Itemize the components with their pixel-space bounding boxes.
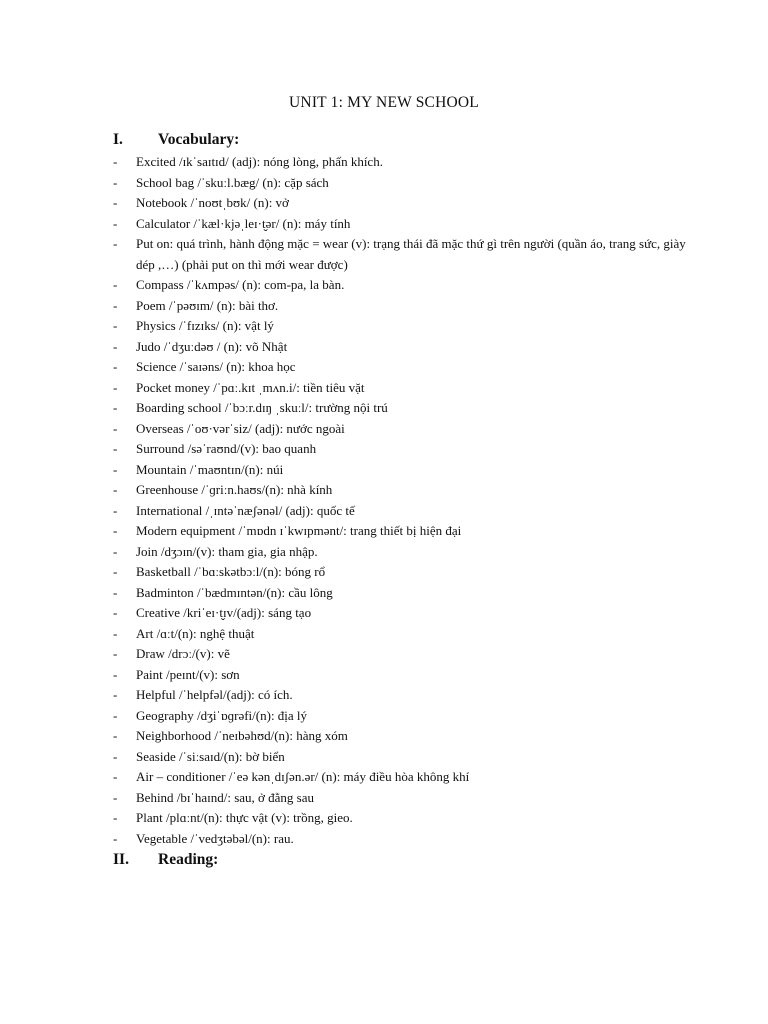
list-bullet: - [113, 277, 118, 292]
vocabulary-item [113, 767, 693, 788]
vocabulary-entry: Notebook /ˈnoʊtˌbʊk/ (n): vở [136, 195, 289, 210]
vocabulary-list [113, 152, 693, 849]
list-bullet: - [113, 666, 118, 682]
section-title: Vocabulary: [158, 131, 240, 148]
list-bullet: - [113, 297, 118, 313]
vocabulary-item [113, 603, 693, 624]
vocabulary-entry: Mountain /ˈmaʊntɪn/(n): núi [136, 461, 284, 477]
list-bullet: - [113, 543, 118, 559]
list-bullet: - [113, 707, 118, 723]
vocabulary-item [113, 706, 693, 727]
vocabulary-entry: Behind /bɪˈhaɪnd/: sau, ở đằng sau [136, 789, 315, 805]
vocabulary-entry: Pocket money /ˈpɑː.kɪt ˌmʌn.i/: tiền tiêu vặt [136, 379, 365, 395]
list-bullet: - [113, 830, 118, 846]
vocabulary-item [113, 747, 693, 768]
document-title: UNIT 1: MY NEW SCHOOL [289, 94, 479, 111]
vocabulary-entry: School bag /ˈskuːl.bæg/ (n): cặp sách [136, 174, 329, 190]
vocabulary-entry: Physics /ˈfɪzɪks/ (n): vật lý [136, 318, 274, 333]
vocabulary-entry: Seaside /ˈsiːsaɪd/(n): bờ biển [136, 748, 285, 764]
list-bullet: - [113, 420, 118, 436]
list-bullet: - [113, 379, 118, 395]
vocabulary-entry: Helpful /ˈhelpfəl/(adj): có ích. [136, 687, 293, 702]
list-bullet: - [113, 318, 118, 333]
list-bullet: - [113, 605, 118, 620]
vocabulary-item [113, 685, 693, 706]
vocabulary-item [113, 562, 693, 583]
vocabulary-entry: Creative /kriˈeɪ·t̬ɪv/(adj): sáng tạo [136, 605, 312, 620]
list-bullet: - [113, 646, 118, 661]
vocabulary-entry: Put on: quá trình, hành động mặc = wear (v): trạng thái đã mặc thứ gì trên người (quần áo, trang sức, giày dép ,…) (phải put on thì mới wear được) [136, 236, 686, 272]
vocabulary-item [113, 480, 693, 501]
vocabulary-item [113, 460, 693, 481]
list-bullet: - [113, 810, 118, 825]
vocabulary-entry: Air – conditioner /ˈeə kənˌdɪʃən.ər/ (n): máy điều hòa không khí [136, 769, 470, 784]
vocabulary-item [113, 296, 693, 317]
vocabulary-item [113, 542, 693, 563]
vocabulary-entry: Judo /ˈdʒuːdəʊ / (n): võ Nhật [136, 338, 288, 354]
vocabulary-item [113, 665, 693, 686]
vocabulary-entry: Badminton /ˈbædmɪntən/(n): cầu lông [136, 584, 333, 600]
vocabulary-item [113, 583, 693, 604]
list-bullet: - [113, 400, 118, 415]
vocabulary-entry: Neighborhood /ˈneɪbəhʊd/(n): hàng xóm [136, 728, 348, 743]
vocabulary-item [113, 439, 693, 460]
vocabulary-entry: Excited /ɪkˈsaɪtɪd/ (adj): nóng lòng, phấn khích. [136, 154, 383, 169]
vocabulary-entry: Join /dʒɔɪn/(v): tham gia, gia nhập. [136, 543, 318, 559]
list-bullet: - [113, 482, 118, 497]
list-bullet: - [113, 523, 118, 538]
list-bullet: - [113, 174, 118, 190]
list-bullet: - [113, 502, 118, 518]
vocabulary-entry: Boarding school /ˈbɔːr.dɪŋ ˌskuːl/: trường nội trú [136, 400, 388, 415]
list-bullet: - [113, 625, 118, 641]
list-bullet: - [113, 789, 118, 805]
vocabulary-entry: Draw /drɔː/(v): vẽ [136, 646, 230, 661]
list-bullet: - [113, 338, 118, 354]
vocabulary-item [113, 829, 693, 850]
vocabulary-item [113, 337, 693, 358]
list-bullet: - [113, 687, 118, 702]
section-title: Reading: [158, 851, 219, 868]
vocabulary-entry: Geography /dʒiˈɒɡrəfi/(n): địa lý [136, 707, 308, 723]
list-bullet: - [113, 461, 118, 477]
vocabulary-item [113, 193, 693, 214]
vocabulary-item [113, 214, 693, 235]
section-heading-vocabulary [113, 131, 239, 149]
vocabulary-entry: Greenhouse /ˈɡriːn.haʊs/(n): nhà kính [136, 482, 333, 497]
vocabulary-entry: International /ˌɪntəˈnæʃənəl/ (adj): quốc tế [136, 502, 355, 518]
vocabulary-item [113, 788, 693, 809]
list-bullet: - [113, 215, 118, 231]
vocabulary-item [113, 378, 693, 399]
vocabulary-entry: Calculator /ˈkæl·kjəˌleɪ·t̬ər/ (n): máy tính [136, 215, 351, 231]
vocabulary-item [113, 501, 693, 522]
section-number: I. [113, 131, 123, 148]
list-bullet: - [113, 584, 118, 600]
vocabulary-item [113, 521, 693, 542]
list-bullet: - [113, 564, 118, 579]
vocabulary-entry: Poem /ˈpəʊɪm/ (n): bài thơ. [136, 297, 279, 313]
vocabulary-item [113, 644, 693, 665]
vocabulary-item [113, 808, 693, 829]
vocabulary-item [113, 173, 693, 194]
vocabulary-entry: Surround /səˈraʊnd/(v): bao quanh [136, 441, 317, 456]
vocabulary-entry: Compass /ˈkʌmpəs/ (n): com-pa, la bàn. [136, 277, 345, 292]
vocabulary-entry: Plant /plɑːnt/(n): thực vật (v): trồng, gieo. [136, 810, 353, 825]
vocabulary-entry: Vegetable /ˈvedʒtəbəl/(n): rau. [136, 830, 294, 846]
vocabulary-entry: Modern equipment /ˈmɒdn ɪˈkwɪpmənt/: trang thiết bị hiện đại [136, 523, 462, 538]
list-bullet: - [113, 359, 118, 374]
vocabulary-item [113, 152, 693, 173]
vocabulary-item [113, 624, 693, 645]
vocabulary-item [113, 419, 693, 440]
vocabulary-item [113, 234, 693, 275]
section-heading-reading [113, 851, 218, 869]
list-bullet: - [113, 441, 118, 456]
vocabulary-entry: Overseas /ˈoʊ·vərˈsiz/ (adj): nước ngoài [136, 420, 345, 436]
vocabulary-item [113, 357, 693, 378]
vocabulary-item [113, 726, 693, 747]
vocabulary-entry: Paint /peɪnt/(v): sơn [136, 666, 240, 682]
list-bullet: - [113, 154, 118, 169]
list-bullet: - [113, 195, 118, 210]
list-bullet: - [113, 769, 118, 784]
vocabulary-entry: Science /ˈsaɪəns/ (n): khoa học [136, 359, 296, 374]
vocabulary-entry: Basketball /ˈbɑːskətbɔːl/(n): bóng rổ [136, 564, 326, 579]
list-bullet: - [113, 236, 118, 251]
vocabulary-item [113, 316, 693, 337]
vocabulary-item [113, 275, 693, 296]
list-bullet: - [113, 748, 118, 764]
vocabulary-entry: Art /ɑːt/(n): nghệ thuật [136, 625, 255, 641]
list-bullet: - [113, 728, 118, 743]
vocabulary-item [113, 398, 693, 419]
section-number: II. [113, 851, 129, 868]
